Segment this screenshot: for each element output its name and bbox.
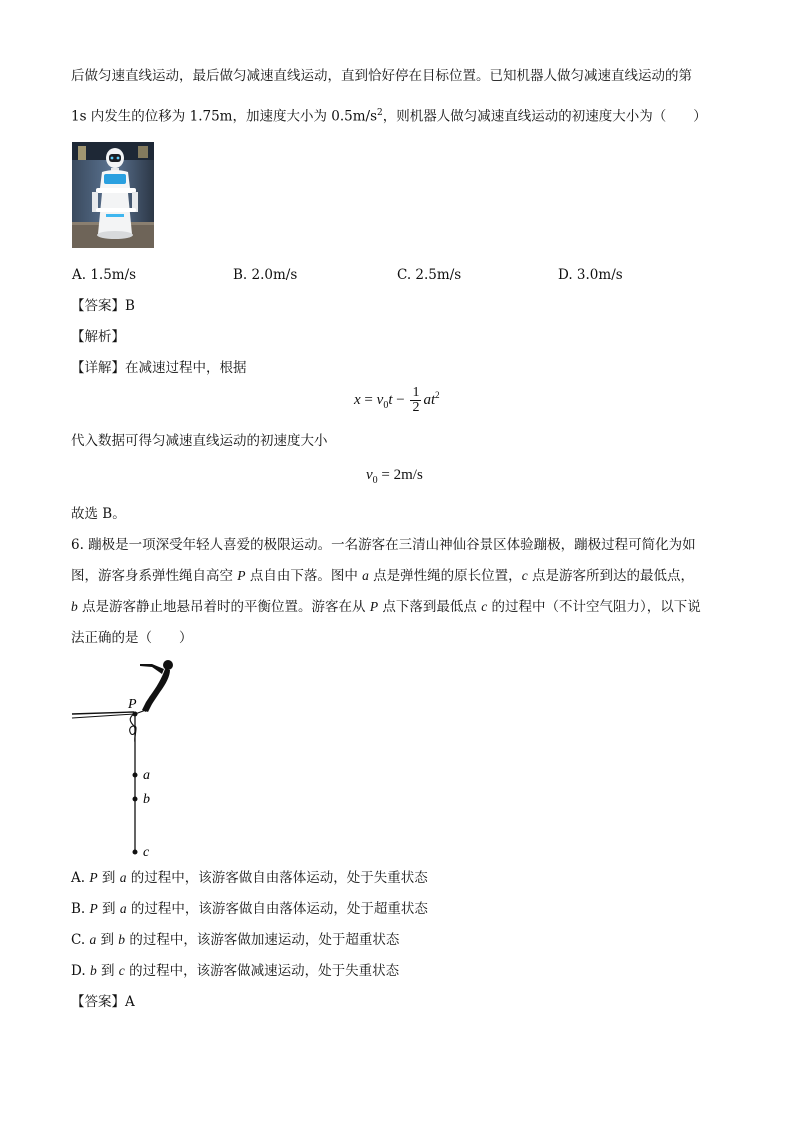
label-P: P (128, 697, 137, 712)
formula2-v: v (366, 467, 373, 483)
q6-stem-line2 (71, 567, 694, 585)
q6-l3-P: P (369, 599, 379, 614)
q6-l2-a-var: a (362, 568, 369, 583)
q6-optA-mid: 到 (97, 870, 120, 886)
point-c-dot (133, 850, 138, 855)
label-c: c (143, 845, 150, 860)
q6-l2-c: 点是弹性绳的原长位置， (368, 568, 522, 584)
formula-at: at (423, 391, 436, 408)
q6-optD-rest: 的过程中，该游客做减速运动，处于失重状态 (124, 963, 400, 979)
q6-stem-line1: 6. 蹦极是一项深受年轻人喜爱的极限运动。一名游客在三清山神仙谷景区体验蹦极，蹦极过程可简化为如 (71, 537, 696, 553)
q6-l2-d: 点是游客所到达的最低点， (527, 568, 694, 584)
formula-initial-velocity (366, 467, 423, 486)
point-a-dot (133, 773, 138, 778)
q6-optB-rest: 的过程中，该游客做自由落体运动，处于超重状态 (126, 901, 428, 917)
q6-optD-mid: 到 (96, 963, 119, 979)
q6-option-a (71, 869, 428, 887)
q6-optC-rest: 的过程中，该游客做加速运动，处于超重状态 (125, 932, 400, 948)
q6-l3-c: c (481, 599, 488, 614)
q6-optA-rest: 的过程中，该游客做自由落体运动，处于失重状态 (126, 870, 428, 886)
q6-optC-v2: b (118, 932, 126, 947)
q6-optD-v1: b (89, 963, 97, 978)
q6-l2-c-var: c (521, 568, 528, 583)
q5-detail: 【详解】在减速过程中，根据 (71, 360, 247, 376)
formula-x: x (354, 391, 361, 408)
q6-optB-v1: P (89, 901, 98, 916)
q6-optD-v2: c (118, 963, 125, 978)
q5-option-c: C. 2.5m/s (397, 267, 462, 283)
q6-l3-mid: 点下落到最低点 (378, 599, 482, 615)
q6-stem-line4: 法正确的是（ ） (71, 630, 193, 646)
q6-option-b (71, 900, 428, 918)
formula2-v-sub: 0 (372, 475, 378, 486)
q6-l3-rest: 点是游客静止地悬吊着时的平衡位置。游客在从 (77, 599, 370, 615)
q6-option-c (71, 931, 399, 949)
q6-l2-b: 点自由下落。图中 (245, 568, 363, 584)
q5-stem-line2-b: ，则机器人做匀减速直线运动的初速度大小为（ ） (382, 108, 707, 125)
q5-option-a: A. 1.5m/s (72, 267, 137, 283)
q6-optA-pre: A. (71, 870, 90, 886)
label-b: b (143, 792, 150, 807)
formula-v: v (376, 391, 384, 408)
q6-optD-pre: D. (71, 963, 90, 979)
q6-optA-v1: P (89, 870, 98, 885)
q6-l2-a: 图，游客身系弹性绳自高空 (71, 568, 238, 584)
jumper-silhouette (140, 660, 173, 712)
q6-option-d (71, 962, 399, 980)
platform-line-bottom (72, 714, 134, 718)
platform-line-top (72, 712, 134, 714)
robot-photo (72, 142, 154, 248)
q6-optB-v2: a (119, 901, 127, 916)
formula-t-squared: 2 (435, 389, 440, 400)
q5-answer: 【答案】B (71, 298, 135, 314)
q6-optC-pre: C. (71, 932, 90, 948)
q6-l3-b-var: b (71, 599, 78, 614)
q6-stem-line3 (71, 598, 701, 616)
q5-stem-superscript: 2 (377, 108, 383, 118)
formula-t: t (388, 391, 393, 408)
q6-optB-pre: B. (71, 901, 90, 917)
q6-optA-v2: a (119, 870, 127, 885)
q5-option-d: D. 3.0m/s (558, 267, 623, 283)
q5-substitute: 代入数据可得匀减速直线运动的初速度大小 (71, 433, 328, 449)
q5-stem-line1: 后做匀速直线运动，最后做匀减速直线运动，直到恰好停在目标位置。已知机器人做匀减速直线运动的第 (71, 68, 692, 84)
q6-optB-mid: 到 (97, 901, 120, 917)
q6-answer: 【答案】A (71, 994, 135, 1010)
q5-option-b: B. 2.0m/s (233, 267, 298, 283)
formula-minus: − (392, 391, 409, 408)
q5-analysis-heading: 【解析】 (71, 329, 125, 345)
q5-stem-line2-a: 1s 内发生的位移为 1.75m，加速度大小为 0.5m/s (71, 108, 377, 125)
label-a: a (143, 768, 150, 783)
q5-conclusion: 故选 B。 (71, 506, 126, 522)
formula2-rhs: = 2m/s (377, 467, 423, 483)
formula-equals: = (360, 391, 377, 408)
formula-fraction (410, 386, 421, 415)
bungee-diagram (70, 652, 190, 862)
point-P-dot (133, 712, 138, 717)
formula-numerator: 1 (412, 385, 420, 400)
q6-l3-end: 的过程中（不计空气阻力），以下说 (487, 599, 701, 615)
q6-l2-P: P (237, 568, 246, 583)
formula-displacement (354, 386, 440, 415)
q5-stem-line2 (71, 104, 707, 126)
q6-optC-mid: 到 (96, 932, 119, 948)
formula-denominator: 2 (412, 400, 420, 415)
point-b-dot (133, 797, 138, 802)
q6-optC-v1: a (89, 932, 97, 947)
formula-v-sub: 0 (383, 399, 389, 411)
robot-illustration (72, 142, 154, 248)
